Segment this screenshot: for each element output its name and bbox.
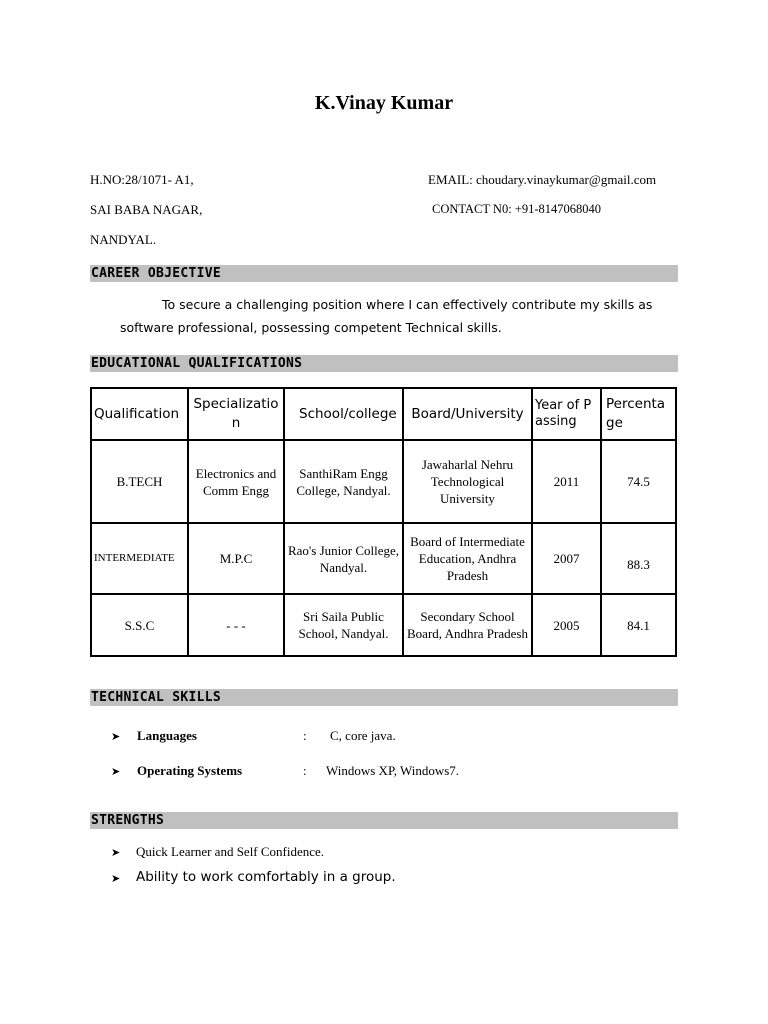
cell-board: Board of Intermediate Education, Andhra Pradesh — [403, 523, 532, 594]
table-row — [91, 440, 676, 523]
header-qualification: Qualification — [91, 388, 188, 440]
cell-year: 2011 — [532, 440, 601, 523]
skill-separator: : — [303, 728, 307, 743]
cell-specialization: - - - — [188, 594, 284, 656]
skill-label-languages: Languages — [137, 728, 197, 743]
career-objective-header — [90, 265, 678, 282]
education-table — [90, 387, 677, 657]
header-year: Year of Passing — [532, 388, 601, 440]
cell-percentage: 84.1 — [601, 594, 676, 656]
skill-label-os: Operating Systems — [137, 763, 243, 778]
career-objective-title: CAREER OBJECTIVE — [91, 266, 222, 281]
table-row — [91, 594, 676, 656]
skill-separator: : — [303, 763, 307, 778]
cell-qualification: S.S.C — [91, 594, 188, 656]
header-school: School/college — [284, 388, 403, 440]
arrow-bullet-icon: ➤ — [111, 731, 121, 743]
header-specialization: Specialization — [188, 388, 284, 440]
education-header — [90, 355, 678, 372]
cell-year: 2005 — [532, 594, 601, 656]
table-row — [91, 523, 676, 594]
objective-line-1: To secure a challenging position where I can effectively contribute my skills as — [162, 297, 653, 312]
cell-board: Jawaharlal Nehru Technological University — [403, 440, 532, 523]
strengths-title: STRENGTHS — [91, 813, 165, 828]
address-line-1: H.NO:28/1071- A1, — [90, 172, 194, 187]
cell-specialization: M.P.C — [188, 523, 284, 594]
strength-item-1: Quick Learner and Self Confidence. — [136, 844, 325, 859]
address-line-2: SAI BABA NAGAR, — [90, 202, 203, 217]
skill-value-os: Windows XP, Windows7. — [326, 763, 460, 778]
cell-school: Sri Saila Public School, Nandyal. — [284, 594, 403, 656]
header-board: Board/University — [403, 388, 532, 440]
skill-value-languages: C, core java. — [330, 728, 396, 743]
address-line-3: NANDYAL. — [90, 232, 157, 247]
education-title: EDUCATIONAL QUALIFICATIONS — [91, 356, 303, 371]
education-table-header — [91, 388, 676, 440]
cell-specialization: Electronics and Comm Engg — [188, 440, 284, 523]
strength-item-2: Ability to work comfortably in a group. — [136, 869, 396, 885]
technical-skills-title: TECHNICAL SKILLS — [91, 690, 222, 705]
arrow-bullet-icon: ➤ — [111, 766, 121, 778]
cell-qualification: B.TECH — [91, 440, 188, 523]
arrow-bullet-icon: ➤ — [111, 847, 121, 859]
cell-school: SanthiRam Engg College, Nandyal. — [284, 440, 403, 523]
cell-percentage: 88.3 — [601, 523, 676, 594]
strengths-header — [90, 812, 678, 829]
cell-school: Rao's Junior College, Nandyal. — [284, 523, 403, 594]
header-percentage: Percentage — [601, 388, 676, 440]
resume-name: K.Vinay Kumar — [314, 92, 454, 114]
cell-percentage: 74.5 — [601, 440, 676, 523]
objective-line-2: software professional, possessing competent Technical skills. — [120, 320, 502, 335]
cell-year: 2007 — [532, 523, 601, 594]
arrow-bullet-icon: ➤ — [111, 873, 121, 885]
email-text: EMAIL: choudary.vinaykumar@gmail.com — [428, 172, 657, 187]
cell-qualification: INTERMEDIATE — [91, 523, 188, 594]
cell-board: Secondary School Board, Andhra Pradesh — [403, 594, 532, 656]
technical-skills-header — [90, 689, 678, 706]
contact-number: CONTACT N0: +91-8147068040 — [432, 202, 602, 216]
